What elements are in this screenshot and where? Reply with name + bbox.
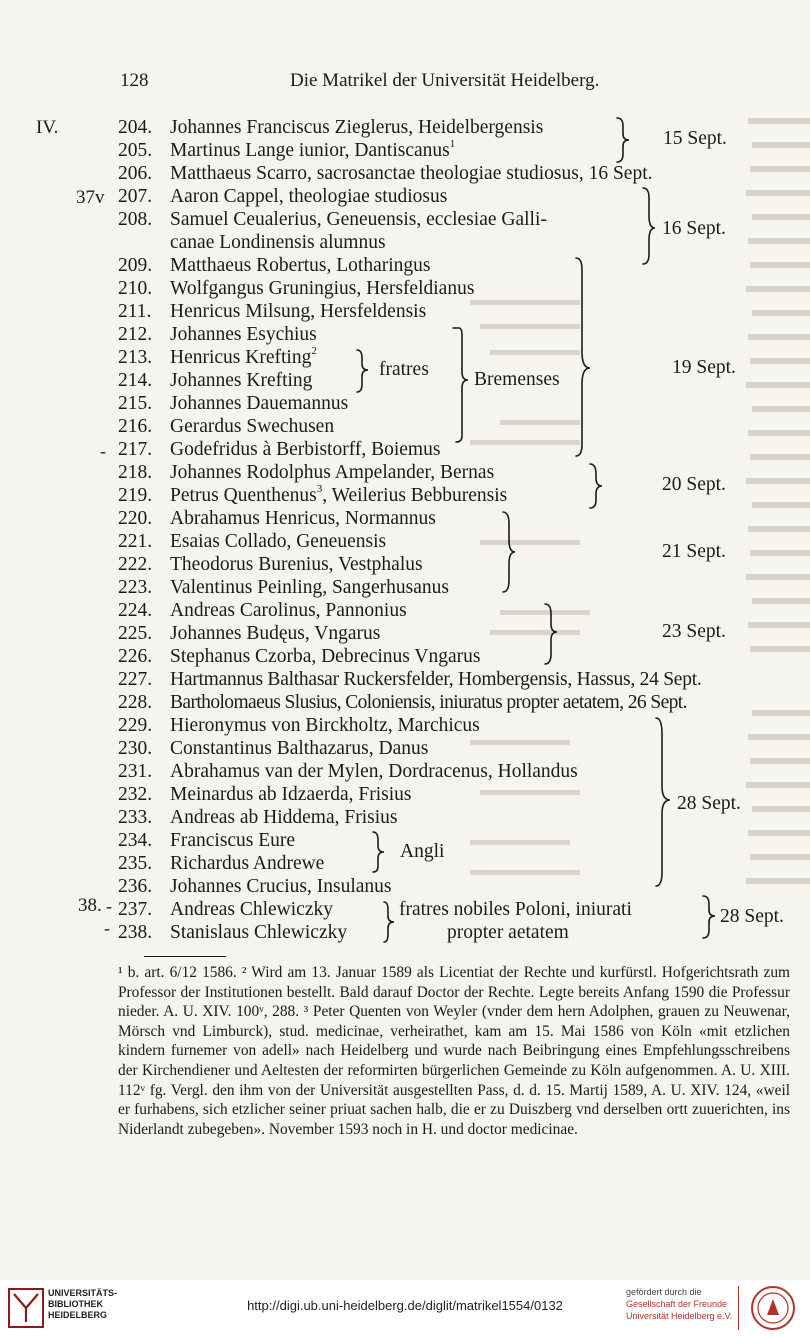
library-name: UNIVERSITÄTS- BIBLIOTHEK HEIDELBERG: [48, 1288, 118, 1320]
university-seal-icon: [750, 1285, 796, 1331]
brace-204-205: [617, 118, 629, 162]
brace-207-208: [643, 188, 655, 264]
brace-220-223: [503, 512, 515, 592]
brace-213-214: [357, 350, 368, 392]
date-label: 20 Sept.: [662, 474, 726, 495]
footer-divider: [738, 1286, 739, 1330]
brace-218-219: [590, 464, 602, 508]
footnote-ref: 3: [316, 483, 323, 495]
brace-237-238-date: [703, 896, 715, 938]
group-label-poloni: fratres nobiles Poloni, iniurati: [399, 899, 632, 920]
group-label-aetatem: propter aetatem: [447, 922, 569, 943]
date-label: 15 Sept.: [663, 128, 727, 149]
footnote-rule: [144, 956, 226, 957]
scanned-page: 128 Die Matrikel der Universität Heidelberg. IV. 37v 38. - - - 204. Johannes Franciscus Zieglerus, Heidelbergensis 205. Martinus Lange iunior, Dantiscanus$^1$ 206. Matthaeus Scarro, sacrosanctae theologiae studiosus, 16 Sept. 207. Aaron Cappel, theologiae studiosus 208. Samuel Ceualerius, Geneuensis, ecclesiae Galli- canae Londinensis alumnus 209. Matthaeus Robertus, Lotharingus 210. Wolfgangus Gruningius, Hersfeldianus 211. Henricus Milsung, Hersfeldensis 212. Johannes Esychius 213. Henricus Krefting$^2$ 214. Johannes Krefting 215. Johannes Dauemannus 216. Gerardus Swechusen 217. Godefridus à Berbistorff, Boiemus 218. Johannes Rodolphus Ampelander, Bernas 219. Petrus Quenthenus$^3$, Weilerius Bebburensis 220. Abrahamus Henricus, Normannus 221. Esaias Collado, Geneuensis 222. Theodorus Burenius, Vestphalus 223. Valentinus Peinling, Sangerhusanus 224. Andreas Carolinus, Pannonius 225. Johannes Budęus, Vngarus 226. Stephanus Czorba, Debrecinus Vngarus 227. Hartmannus Balthasar Ruckersfelder, Hombergensis, Hassus, 24 Sept. 228. Bartholomaeus Slusius, Coloniensis, iniuratus propter aetatem, 26 Sept. 229. Hieronymus von Birckholtz, Marchicus 230. Constantinus Balthazarus, Danus 231. Abrahamus van der Mylen, Dordracenus, Hollandus 232. Meinardus ab Idzaerda, Frisius 233. Andreas ab Hiddema, Frisius 234. Franciscus Eure 235. Richardus Andrewe 236. Johannes Crucius, Insulanus 237. Andreas Chlewiczky 238. Stanislaus Chlewiczky fratres Bremenses Angli fratres nobiles Poloni, iniurati propter aetatem 15 Sept. 16 Sept. 19 Sept. 20 Sept. 21 Sept. 23 Sept. 28 Sept. 28 Sept. ¹ b. art. 6/12 1586. ² Wird am 13. Januar 1589 als Licentiat der Rechte und kurfürstl. Hofgerichtsrath zum Professor der Institutionen bestellt. Bald darauf Doctor der Rechte. Legte bereits Anfang 1590 die Professur nieder. A. U. XIV. 100ᵛ, 288. ³ Peter Quenten von Weyler (vnder dem hern Adolphen, grauen zu Neuwenar, Mörsch vnd Limburck), stud. medicinae, verheirathet, kam am 15. Mai 1586 von Köln «mit etzlichen kindern furnemer von adell» nach Heidelberg und wurde nach Beibringung eines Empfehlungsschreibens der Kirchendiener und Aeltesten der reformirten bürgerlichen Gemeinde zu Köln aufgenommen. A. U. XIII. 112ᵛ fg. Vergl. den ihm von der Universität ausgestellten Pass, d. d. 15. Martij 1589, A. U. XIV. 124, «weil er furhabens, sich etzlicher seiner priuat sachen halb, die er zu Duiszberg vnd derselben ortt zuuerichten, ins Niderlandt zubegeben». November 1593 noch in H. und doctor medicinae.: [0, 0, 810, 1280]
date-label: 19 Sept.: [672, 357, 736, 378]
footnote-ref: 1: [449, 138, 456, 150]
margin-dash: -: [106, 896, 112, 916]
margin-dash: -: [100, 441, 106, 461]
brace-bremenses: [453, 328, 468, 442]
group-label-bremenses: Bremenses: [474, 369, 560, 390]
date-label: 23 Sept.: [662, 621, 726, 642]
date-label: 16 Sept.: [662, 218, 726, 239]
folio-marker-37v: 37v: [76, 187, 105, 208]
permalink-url[interactable]: http://digi.ub.uni-heidelberg.de/diglit/matrikel1554/0132: [247, 1298, 563, 1313]
brace-209-217: [576, 258, 590, 456]
margin-dash: -: [104, 918, 110, 938]
group-label-angli: Angli: [400, 841, 445, 862]
page-number: 128: [120, 70, 149, 91]
sponsor-credit: gefördert durch die Gesellschaft der Freunde Universität Heidelberg e.V.: [626, 1287, 733, 1321]
brace-237-238-names: [384, 902, 394, 942]
date-label: 28 Sept.: [677, 793, 741, 814]
brace-229-236: [656, 718, 670, 886]
footnotes: [118, 963, 790, 1139]
footnote-ref: 2: [311, 345, 317, 357]
section-marker: IV.: [36, 117, 59, 138]
group-label-fratres: fratres: [379, 359, 429, 380]
brace-224-226: [545, 604, 557, 664]
running-title: Die Matrikel der Universität Heidelberg.: [290, 70, 600, 91]
folio-marker-38: 38.: [78, 895, 102, 916]
date-label: 28 Sept.: [720, 906, 784, 927]
date-label: 21 Sept.: [662, 541, 726, 562]
digital-library-footer: [0, 1280, 810, 1336]
footnote-text: ¹ b. art. 6/12 1586. ² Wird am 13. Januar 1589 als Licentiat der Rechte und kurfürstl. Hofgerichtsrath zum Professor der Institutionen bestellt. Bald darauf Doctor der Rechte. Legte bereits Anfang 1590 die Professur nieder. A. U. XIV. 100ᵛ, 288. ³ Peter Quenten von Weyler (vnder dem hern Adolphen, grauen zu Neuwenar, Mörsch vnd Limburck), stud. medicinae, verheirathet, kam am 15. Mai 1586 von Köln «mit etzlichen kindern furnemer von adell» nach Heidelberg und wurde nach Beibringung eines Empfehlungsschreibens der Kirchendiener und Aeltesten der reformirten bürgerlichen Gemeinde zu Köln aufgenommen. A. U. XIII. 112ᵛ fg. Vergl. den ihm von der Universität ausgestellten Pass, d. d. 15. Martij 1589, A. U. XIV. 124, «weil er furhabens, sich etzlicher seiner priuat sachen halb, die er zu Duiszberg vnd derselben ortt zuuerichten, ins Niderlandt zubegeben». November 1593 noch in H. und doctor medicinae.: [118, 964, 790, 1138]
brace-234-235: [373, 832, 384, 872]
